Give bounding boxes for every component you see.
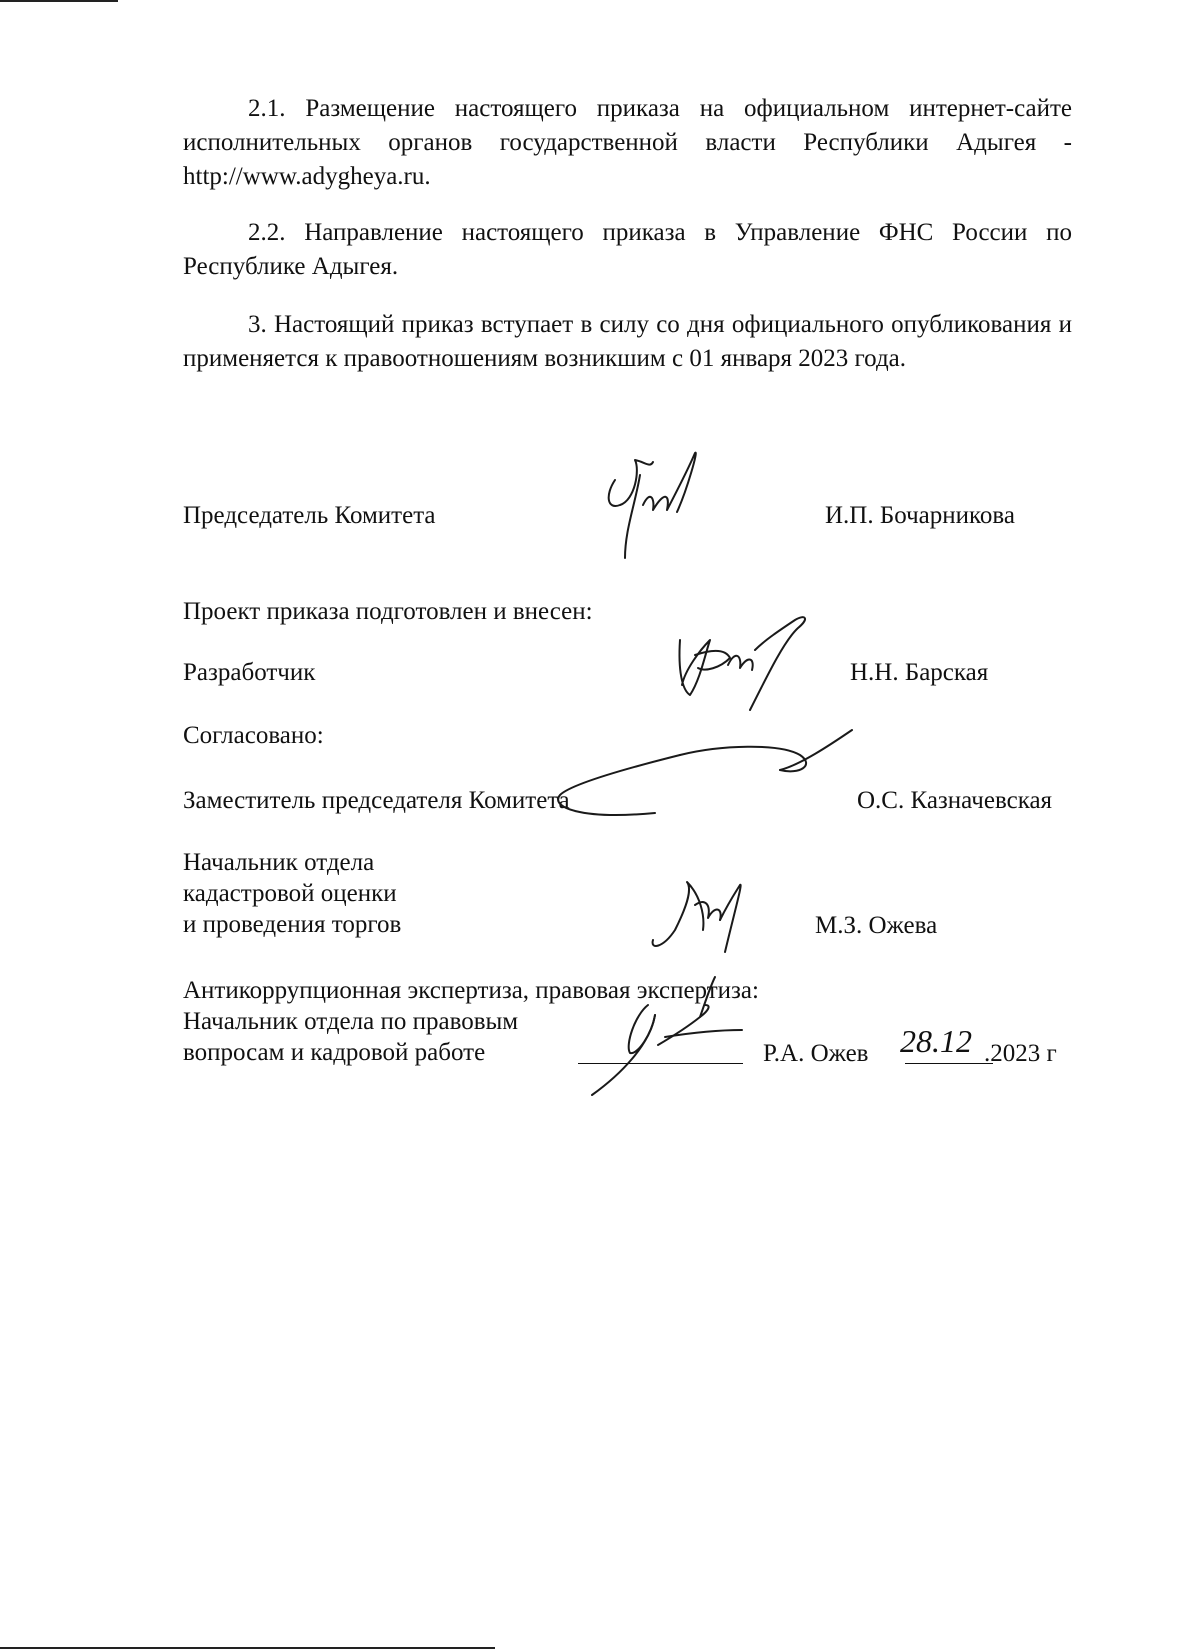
scan-edge-bottom <box>0 1647 495 1649</box>
expertise-title-line-1: Начальник отдела по правовым <box>183 1008 519 1035</box>
deputy-signature <box>540 725 860 835</box>
cadastral-head-title-line-3: и проведения торгов <box>183 911 402 938</box>
developer-name: Н.Н. Барская <box>850 659 989 686</box>
developer-title: Разработчик <box>183 659 316 686</box>
developer-signature <box>670 610 820 720</box>
paragraph-2-1: 2.1. Размещение настоящего приказа на официальном интернет-сайте исполнительных органов государственной власти Республики Адыгея - http://www.adygheya.ru. <box>183 95 1072 190</box>
cadastral-head-name: М.З. Ожева <box>815 912 938 939</box>
expertise-title <box>183 1006 518 1068</box>
expertise-name: Р.А. Ожев <box>763 1040 869 1067</box>
deputy-title: Заместитель председателя Комитета <box>183 787 570 814</box>
expertise-title-line-2: вопросам и кадровой работе <box>183 1039 486 1066</box>
prepared-by-label: Проект приказа подготовлен и внесен: <box>183 598 593 625</box>
expertise-heading: Антикоррупционная экспертиза, правовая экспертиза: <box>183 977 759 1004</box>
cadastral-head-title-line-2: кадастровой оценки <box>183 880 397 907</box>
cadastral-head-title <box>183 847 401 940</box>
expertise-date-line <box>905 1063 993 1064</box>
cadastral-head-signature <box>645 870 745 955</box>
scan-edge-top <box>0 0 118 2</box>
expertise-date-suffix: .2023 г <box>984 1040 1057 1067</box>
paragraph-2-2: 2.2. Направление настоящего приказа в Управление ФНС России по Республике Адыгея. <box>183 219 1072 280</box>
chairman-signature <box>595 450 705 565</box>
expertise-signature <box>580 975 750 1100</box>
cadastral-head-title-line-1: Начальник отдела <box>183 849 375 876</box>
expertise-date-handwritten: 28.12 <box>900 1023 972 1059</box>
paragraph-3: 3. Настоящий приказ вступает в силу со дня официального опубликования и применяется к правоотношениям возникшим с 01 января 2023 года. <box>183 311 1072 372</box>
chairman-name: И.П. Бочарникова <box>825 502 1015 529</box>
agreed-label: Согласовано: <box>183 722 324 749</box>
chairman-title: Председатель Комитета <box>183 502 436 529</box>
deputy-name: О.С. Казначевская <box>857 787 1053 814</box>
